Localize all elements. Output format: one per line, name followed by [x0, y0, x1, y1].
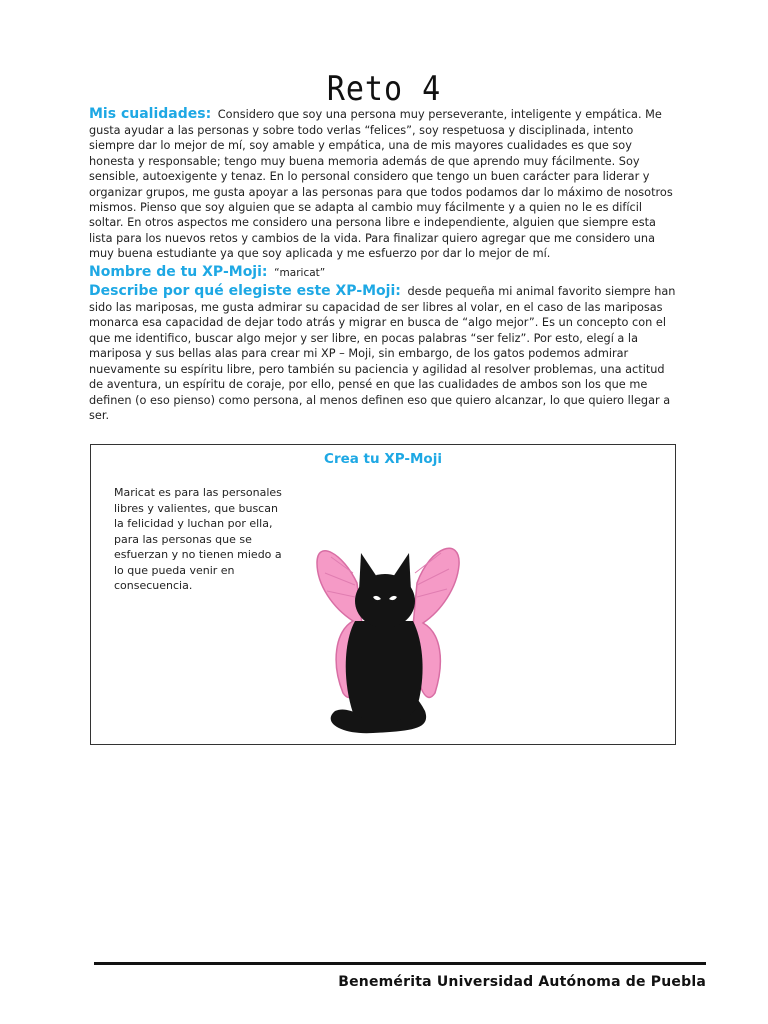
moji-name-paragraph	[89, 264, 679, 281]
footer-university: Benemérita Universidad Autónoma de Puebla	[338, 974, 706, 990]
qualities-paragraph	[89, 106, 679, 262]
why-label: Describe por qué elegiste este XP-Moji:	[89, 283, 401, 300]
moji-name-value: “maricat”	[274, 266, 326, 279]
moji-name-label: Nombre de tu XP-Moji:	[89, 263, 268, 280]
create-moji-box	[90, 444, 676, 745]
footer-divider	[94, 962, 706, 965]
why-text: desde pequeña mi animal favorito siempre han sido las mariposas, me gusta admirar su capacidad de ser libres al volar, en el caso de las mariposas monarca esa capacidad de dejar todo atrás y migrar en busca de “algo mejor”. Es un concepto con el que me identifico, buscar algo mejor y ser libre, en pocas palabras “ser feliz”. Por esto, elegí a la mariposa y sus bellas alas para crear mi XP – Moji, sin embargo, de los gatos podemos admirar nuevamente su espíritu libre, pero también su paciencia y agilidad al resolver problemas, una actitud de aventura, un espíritu de coraje, por ello, pensé en que las cualidades de ambos son los que me definen (o eso pienso) como persona, al menos definen eso que quiero alcanzar, lo que quiero llegar a ser.	[89, 285, 676, 422]
qualities-label: Mis cualidades:	[89, 106, 212, 122]
content-body	[89, 106, 679, 425]
create-moji-description: Maricat es para las personales libres y valientes, que buscan la felicidad y luchan por ella, para las personas que se esfuerzan y no tienen miedo a lo que pueda venir en consecuencia.	[114, 486, 282, 592]
page-title: Reto 4	[326, 69, 442, 110]
qualities-text: Considero que soy una persona muy perseverante, inteligente y empática. Me gusta ayudar a las personas y sobre todo verlas “felices”, soy respetuosa y disciplinada, intento siempre dar lo mejor de mí, soy amable y empática, una de mis mayores cualidades es que soy honesta y responsable; tengo muy buena memoria además de que aprendo muy fácilmente. Soy sensible, autoexigente y tenaz. En lo personal considero que tengo un buen carácter para liderar y organizar grupos, me gusta apoyar a las personas para que todos podamos dar lo máximo de nosotros mismos. Pienso que soy alguien que se adapta al cambio muy fácilmente y a quien no le es difícil soltar. En otros aspectos me considero una persona libre e independiente, alguien que siempre esta lista para los nuevos retos y cambios de la vida. Para finalizar quiero agregar que me considero una muy buena estudiante ya que soy aplicada y me esfuerzo por dar lo mejor de mí.	[89, 108, 673, 261]
maricat-illustration	[313, 533, 463, 738]
create-moji-title: Crea tu XP-Moji	[324, 451, 442, 467]
why-paragraph	[89, 283, 679, 423]
